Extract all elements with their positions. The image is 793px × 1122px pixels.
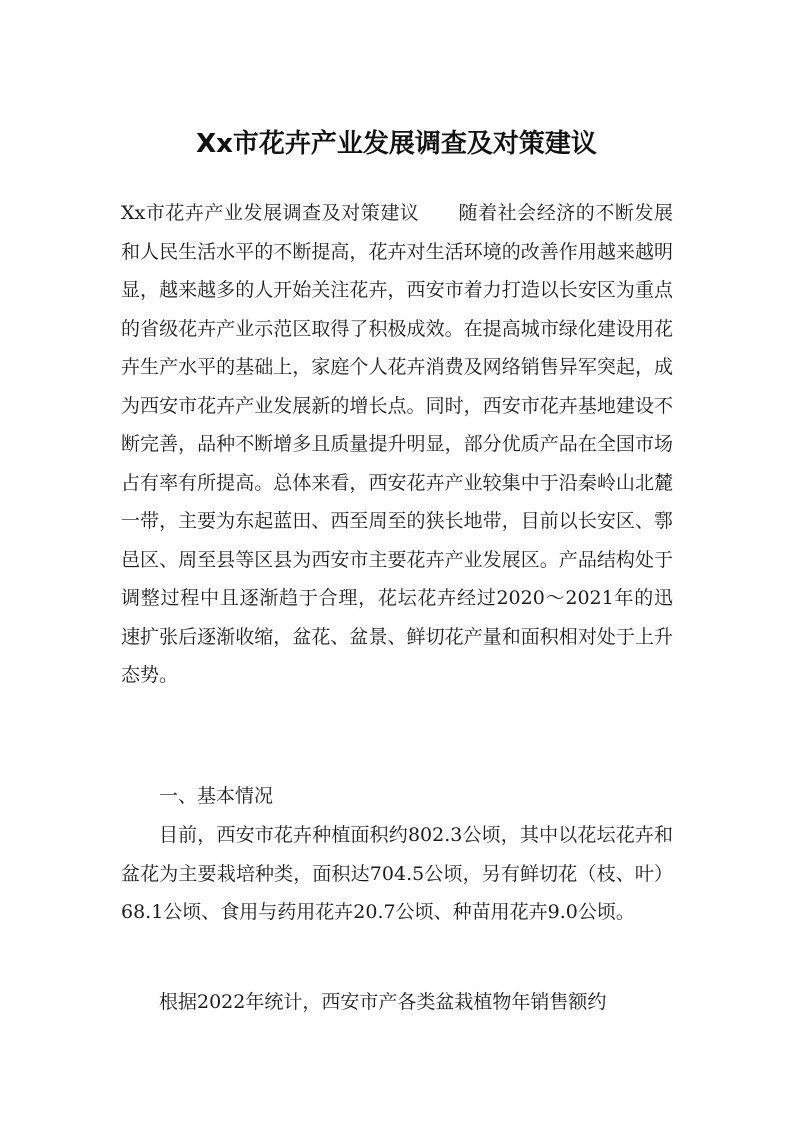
planting-area-paragraph: 目前，西安市花卉种植面积约802.3公顷，其中以花坛花卉和盆花为主要栽培种类，面积达704.5公顷，另有鲜切花（枝、叶）68.1公顷、食用与药用花卉20.7公顷、种苗用花卉9.0公顷。 [121,824,673,923]
sales-statistics-paragraph: 根据2022年统计，西安市产各类盆栽植物年销售额约 [159,991,607,1013]
document-title: Xx市花卉产业发展调查及对策建议 [196,129,597,159]
intro-paragraph: Xx市花卉产业发展调查及对策建议 随着社会经济的不断发展和人民生活水平的不断提高，花卉对生活环境的改善作用越来越明显，越来越多的人开始关注花卉，西安市着力打造以长安区为重点的省级花卉产业示范区取得了积极成效。在提高城市绿化建设用花卉生产水平的基础上，家庭个人花卉消费及网络销售异军突起，成为西安市花卉产业发展新的增长点。同时，西安市花卉基地建设不断完善，品种不断增多且质量提升明显，部分优质产品在全国市场占有率有所提高。总体来看，西安花卉产业较集中于沿秦岭山北麓一带，主要为东起蓝田、西至周至的狭长地带，目前以长安区、鄠邑区、周至县等区县为西安市主要花卉产业发展区。产品结构处于调整过程中且逐渐趋于合理，花坛花卉经过2020～2021年的迅速扩张后逐渐收缩，盆花、盆景、鲜切花产量和面积相对处于上升态势。 [121,202,673,686]
section-heading-basic-situation: 一、基本情况 [159,785,274,807]
